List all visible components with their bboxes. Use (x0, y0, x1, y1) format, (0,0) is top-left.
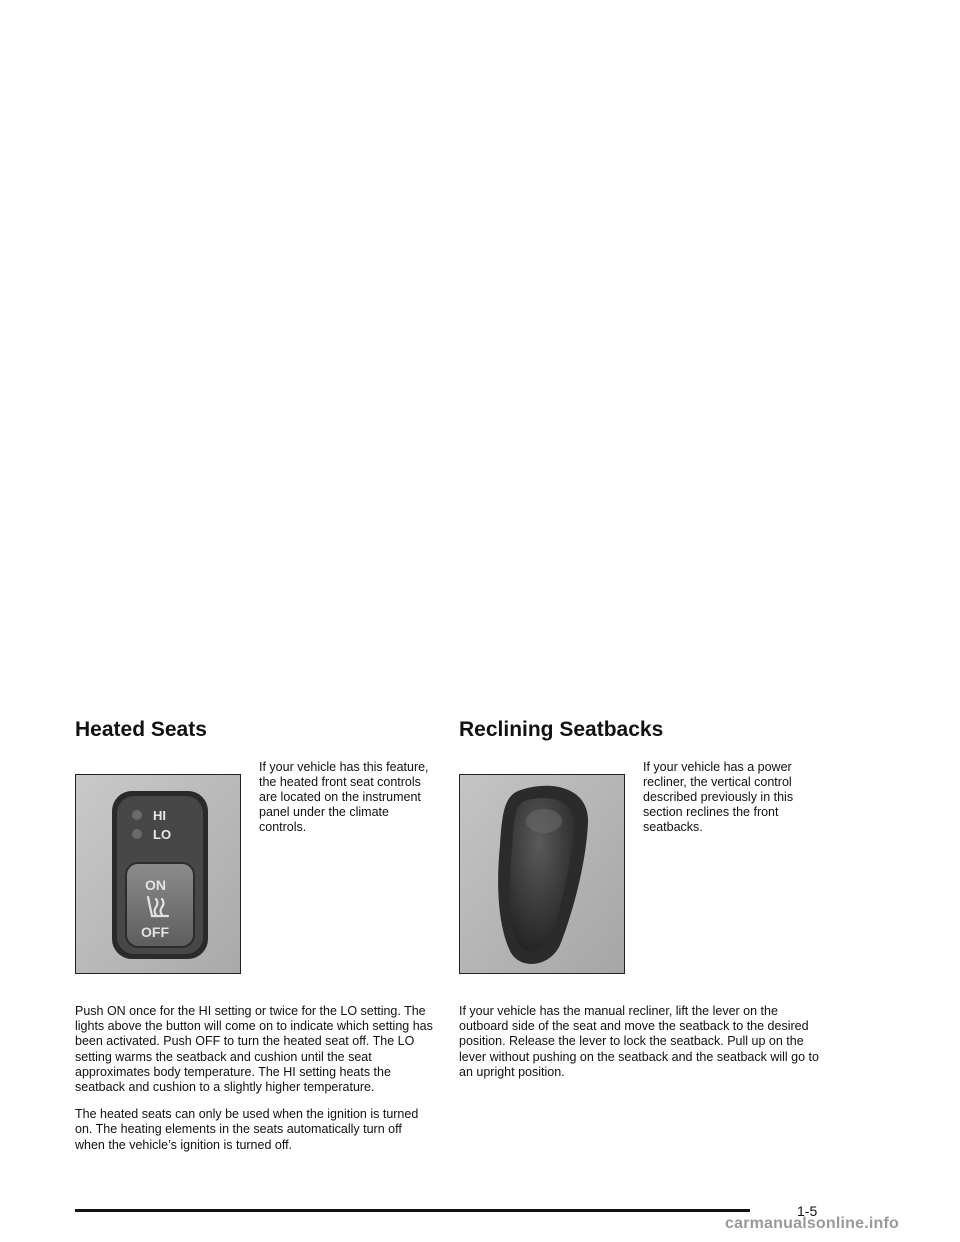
reclining-seatbacks-figure-row (459, 760, 819, 1004)
heated-seat-control-illustration (76, 775, 240, 973)
recliner-control-illustration (460, 775, 624, 973)
page-number: 1-5 (797, 1203, 818, 1219)
off-label: OFF (141, 924, 169, 940)
on-label: ON (145, 877, 166, 893)
hi-label: HI (153, 808, 166, 823)
heated-seats-intro-text: If your vehicle has this feature, the heated front seat controls are located on the instrument panel under the climate controls. (259, 760, 429, 834)
lo-indicator-light-icon (132, 829, 142, 839)
hi-indicator-light-icon (132, 810, 142, 820)
reclining-seatbacks-intro-text: If your vehicle has a power recliner, the vertical control described previously in this section reclines the front seatbacks. (643, 760, 794, 834)
recliner-control-photo (459, 774, 625, 974)
lo-label: LO (153, 827, 172, 842)
heated-seats-paragraph-2: The heated seats can only be used when the ignition is turned on. The heating elements in the seats automatically turn off when the vehicle’s ignition is turned off. (75, 1107, 419, 1152)
watermark: carmanualsonline.info (725, 1215, 900, 1232)
reclining-seatbacks-paragraph-1: If your vehicle has the manual recliner, lift the lever on the outboard side of the seat and move the seatback to the desired position. Release the lever to lock the seatback. Pull up on the lever without pushing on the seatback and the seatback will go to an upright position. (459, 1004, 819, 1079)
heated-seat-control-photo (75, 774, 241, 974)
reclining-seatbacks-section (459, 716, 819, 1092)
heated-seats-section (75, 716, 435, 1165)
heated-seats-heading: Heated Seats (75, 718, 207, 741)
footer-rule (75, 1209, 750, 1212)
heated-seats-paragraph-1: Push ON once for the HI setting or twice for the LO setting. The lights above the button will come on to indicate which setting has been activated. Push OFF to turn the heated seat off. The LO setting warms the seatback and cushion until the seat approximates body temperature. The HI setting heats the seatback and cushion to a slightly higher temperature. (75, 1004, 433, 1095)
reclining-seatbacks-heading: Reclining Seatbacks (459, 718, 664, 741)
heated-seats-figure-row (75, 760, 435, 1004)
